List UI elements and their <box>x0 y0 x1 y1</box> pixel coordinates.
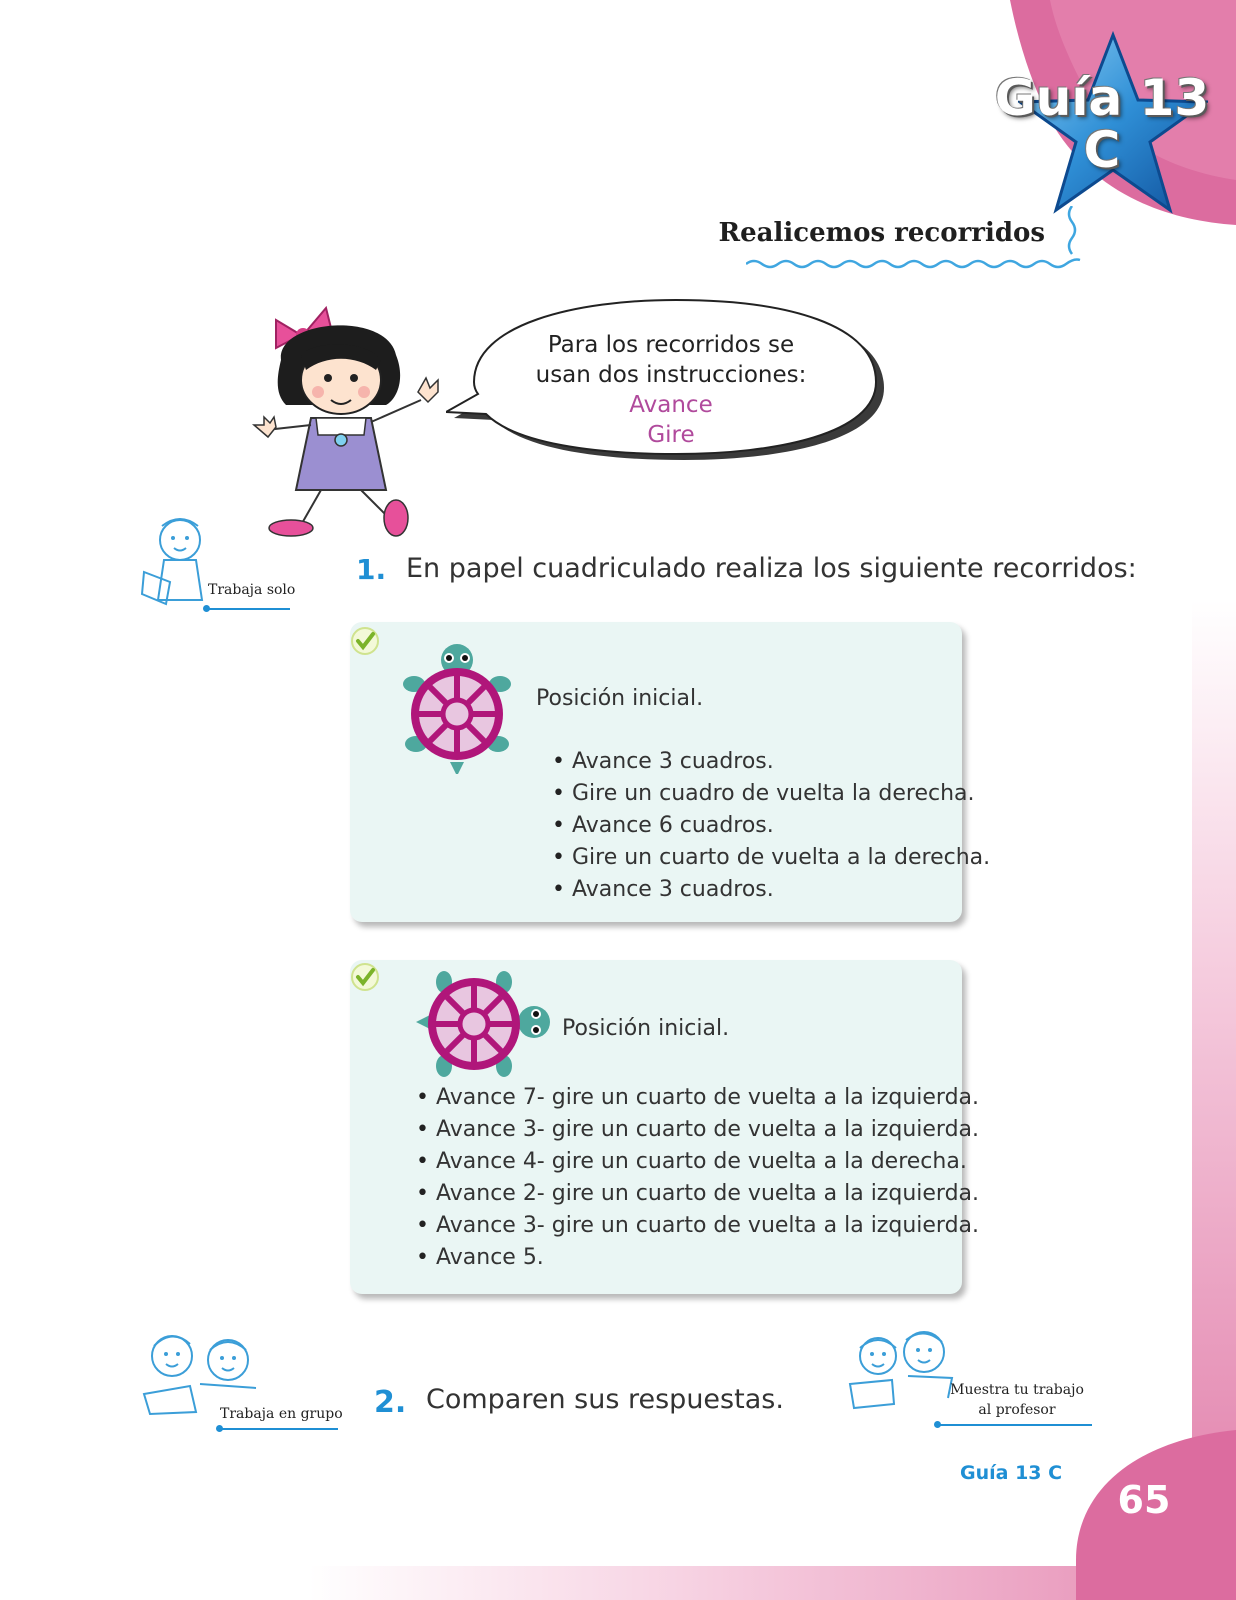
question-1-number: 1. <box>356 553 387 586</box>
guide-title-line1: Guía 13 <box>994 69 1210 127</box>
work-group-label: Trabaja en grupo <box>220 1406 343 1422</box>
work-alone-underline <box>206 608 290 610</box>
question-1-text: En papel cuadriculado realiza los siguiente recorridos: <box>406 553 1137 584</box>
show-teacher-underline <box>936 1424 1092 1426</box>
guide-title <box>992 69 1212 179</box>
panel-1-step: • Avance 3 cuadros. <box>552 874 990 906</box>
speech-line-1: Para los recorridos se <box>547 332 795 358</box>
speech-text <box>496 330 846 450</box>
panel-2-step: • Avance 5. <box>416 1242 979 1274</box>
question-2-text: Comparen sus respuestas. <box>426 1384 784 1415</box>
bottom-edge-decoration <box>0 1566 1236 1600</box>
checkmark-icon <box>350 962 380 992</box>
turtle-facing-up-icon <box>402 644 512 774</box>
work-group-dot <box>216 1425 223 1432</box>
panel-1-step: • Gire un cuarto de vuelta a la derecha. <box>552 842 990 874</box>
guide-title-line2: C <box>1083 121 1121 179</box>
footer-guide-label: Guía 13 C <box>960 1462 1063 1484</box>
panel-2-start-position: Posición inicial. <box>562 1016 730 1041</box>
section-title: Realicemos recorridos <box>718 218 1045 248</box>
show-teacher-label-line1: Muestra tu trabajo <box>950 1382 1084 1398</box>
children-group-icon <box>140 1326 266 1416</box>
panel-2-step: • Avance 3- gire un cuarto de vuelta a la izquierda. <box>416 1114 979 1146</box>
speech-word-avance: Avance <box>629 392 713 418</box>
panel-2-step: • Avance 2- gire un cuarto de vuelta a la izquierda. <box>416 1178 979 1210</box>
turtle-facing-right-icon <box>416 970 552 1080</box>
panel-2-step: • Avance 7- gire un cuarto de vuelta a la izquierda. <box>416 1082 979 1114</box>
checkmark-icon <box>350 626 380 656</box>
show-teacher-dot <box>934 1421 941 1428</box>
speech-line-2: usan dos instrucciones: <box>535 362 807 388</box>
panel-1-start-position: Posición inicial. <box>536 686 704 711</box>
panel-2-step: • Avance 3- gire un cuarto de vuelta a la izquierda. <box>416 1210 979 1242</box>
panel-1-steps <box>552 746 990 906</box>
children-showing-work-icon <box>848 1328 958 1414</box>
show-teacher-label-line2: al profesor <box>978 1402 1056 1418</box>
child-writing-icon <box>140 512 212 608</box>
panel-1-step: • Gire un cuadro de vuelta la derecha. <box>552 778 990 810</box>
girl-illustration <box>246 300 476 550</box>
panel-2-step: • Avance 4- gire un cuarto de vuelta a la derecha. <box>416 1146 979 1178</box>
work-alone-dot <box>203 605 210 612</box>
question-2-number: 2. <box>374 1385 407 1420</box>
work-alone-label: Trabaja solo <box>208 582 296 598</box>
panel-1-step: • Avance 6 cuadros. <box>552 810 990 842</box>
work-group-underline <box>218 1428 338 1430</box>
show-teacher-label <box>950 1380 1084 1420</box>
speech-word-gire: Gire <box>647 422 695 448</box>
panel-1-step: • Avance 3 cuadros. <box>552 746 990 778</box>
page-number: 65 <box>1117 1478 1171 1522</box>
panel-2-steps <box>416 1082 979 1274</box>
